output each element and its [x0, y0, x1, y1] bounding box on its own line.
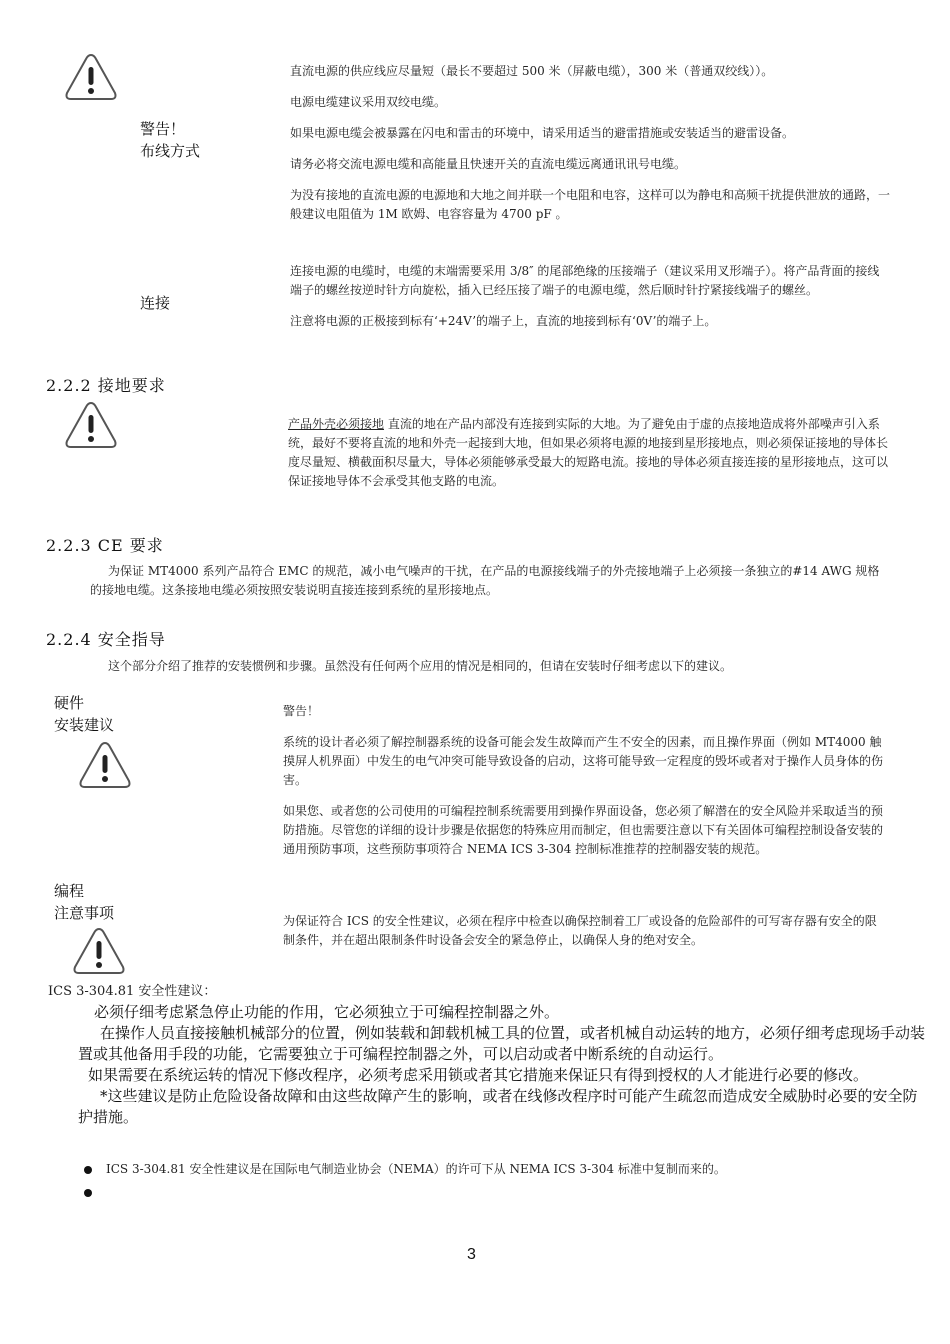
- warning-triangle-icon: [78, 740, 132, 790]
- safety-intro: 这个部分介绍了推荐的安装惯例和步骤。虽然没有任何两个应用的情况是相同的，但请在安装时仔细考虑以下的建议。: [108, 659, 733, 673]
- label-line: 编程: [54, 882, 85, 900]
- programming-paragraph: 为保证符合 ICS 的安全性建议，必须在程序中检查以确保控制着工厂或设备的危险部件的可写寄存器有安全的限制条件，并在超出限制条件时设备会安全的紧急停止，以确保人身的绝对安全。: [283, 914, 877, 947]
- bullet-dot: [84, 1189, 92, 1197]
- heading-2-2-3: 2.2.3 CE 要求: [46, 536, 164, 555]
- section-label-programming: [54, 880, 114, 924]
- section-label-connect: 连接: [140, 294, 171, 312]
- ics-recommendations: [78, 1002, 930, 1128]
- list-item: [84, 1185, 904, 1199]
- heading-2-2-4: 2.2.4 安全指导: [46, 630, 166, 649]
- label-line: 安装建议: [54, 716, 115, 734]
- label-line: 注意事项: [54, 904, 115, 922]
- hardware-paragraphs: [283, 702, 888, 859]
- label-line: 布线方式: [140, 142, 201, 160]
- label-line: 警告！: [140, 120, 186, 138]
- warning-text: 警告！: [283, 704, 320, 718]
- label-line: 硬件: [54, 694, 85, 712]
- section-label-warning: [140, 118, 200, 162]
- warning-triangle-icon: [64, 400, 118, 450]
- ce-paragraph: 为保证 MT4000 系列产品符合 EMC 的规范，减小电气噪声的干扰，在产品的电源接线端子的外壳接地端子上必须接一条独立的#14 AWG 规格的接地电缆。这条接地电缆必须按照安装说明直接连接到系统的星形接地点。: [90, 564, 880, 597]
- warning-triangle-icon: [72, 926, 126, 976]
- connect-paragraphs: [290, 262, 890, 331]
- paragraph: 直流电源的供应线应尽量短（最长不要超过 500 米（屏蔽电缆），300 米（普通双绞线））。: [290, 64, 774, 78]
- ics-line: 在操作人员直接接触机械部分的位置，例如装载和卸载机械工具的位置，或者机械自动运转的地方，必须仔细考虑现场手动装置或其他备用手段的功能，它需要独立于可编程控制器之外，可以启动或者中断系统的自动运行。: [78, 1024, 926, 1063]
- warning-triangle-icon: [64, 52, 118, 102]
- bullet-list: [84, 1160, 904, 1199]
- paragraph: 如果电源电缆会被暴露在闪电和雷击的环境中，请采用适当的避雷措施或安装适当的避雷设备。: [290, 126, 795, 140]
- grounding-text: 直流的地在产品内部没有连接到实际的大地。为了避免由于虚的点接地造成将外部噪声引入系统，最好不要将直流的地和外壳一起接到大地，但如果必须将电源的地接到星形接地点，则必须保证接地的导体长度尽量短、横截面积尽量大，导体必须能够承受最大的短路电流。接地的导体必须直接连接的星形接地点，这可以保证接地导体不会承受其他支路的电流。: [288, 417, 889, 488]
- paragraph: 请务必将交流电源电缆和高能量且快速开关的直流电缆远离通讯讯号电缆。: [290, 157, 687, 171]
- page-number: 3: [467, 1246, 476, 1263]
- paragraph: 系统的设计者必须了解控制器系统的设备可能会发生故障而产生不安全的因素，而且操作界面（例如 MT4000 触摸屏人机界面）中发生的电气冲突可能导致设备的启动，这将可能导致一定程度的毁坏或者对于操作人员身体的伤害。: [283, 735, 884, 787]
- paragraph: 为没有接地的直流电源的电源地和大地之间并联一个电阻和电容，这样可以为静电和高频干扰提供泄放的通路，一般建议电阻值为 1M 欧姆、电容容量为 4700 pF 。: [290, 188, 891, 221]
- ics-line: 必须仔细考虑紧急停止功能的作用，它必须独立于可编程控制器之外。: [94, 1003, 560, 1021]
- paragraph: 如果您、或者您的公司使用的可编程控制系统需要用到操作界面设备，您必须了解潜在的安全风险并采取适当的预防措施。尽管您的详细的设计步骤是依据您的特殊应用而制定，但也需要注意以下有关固体可编程控制设备安装的通用预防事项，这些预防事项符合 NEMA ICS 3-304 控制标准推荐的控制器安装的规范。: [283, 804, 884, 856]
- bullet-text: ICS 3-304.81 安全性建议是在国际电气制造业协会（NEMA）的许可下从 NEMA ICS 3-304 标准中复制而来的。: [106, 1162, 726, 1176]
- paragraph: 电源电缆建议采用双绞电缆。: [290, 95, 447, 109]
- paragraph: 注意将电源的正极接到标有‘+24V’的端子上，直流的地接到标有‘0V’的端子上。: [290, 314, 717, 328]
- ics-title: ICS 3-304.81 安全性建议：: [48, 984, 217, 999]
- bullet-dot: [84, 1166, 92, 1174]
- ics-line: *这些建议是防止危险设备故障和由这些故障产生的影响，或者在线修改程序时可能产生疏忽而造成安全威胁时必要的安全防护措施。: [78, 1087, 918, 1126]
- section-label-hardware: [54, 692, 114, 736]
- list-item: [84, 1160, 904, 1177]
- underlined-phrase: 产品外壳必须接地: [288, 417, 385, 431]
- paragraph: 连接电源的电缆时，电缆的末端需要采用 3/8″ 的尾部绝缘的压接端子（建议采用叉形端子）。将产品背面的接线端子的螺丝按逆时针方向旋松，插入已经压接了端子的电源电缆，然后顺时针拧紧接线端子的螺丝。: [290, 264, 880, 297]
- ics-line: 如果需要在系统运转的情况下修改程序，必须考虑采用锁或者其它措施来保证只有得到授权的人才能进行必要的修改。: [88, 1066, 869, 1084]
- grounding-paragraph: [288, 415, 888, 491]
- heading-2-2-2: 2.2.2 接地要求: [46, 376, 166, 395]
- wiring-paragraphs: [290, 62, 890, 224]
